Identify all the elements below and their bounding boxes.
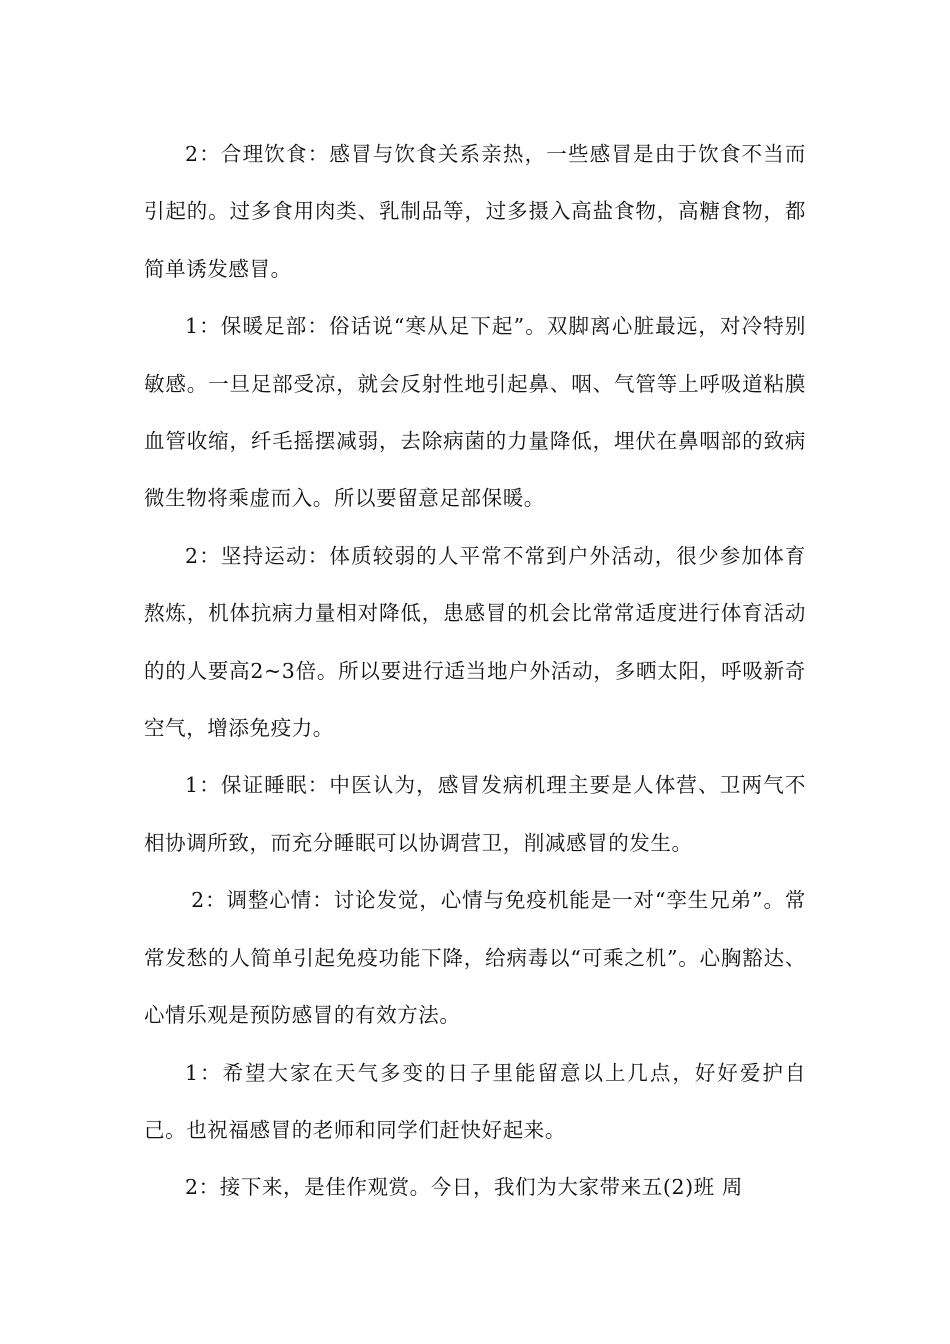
paragraph-exercise: 2：坚持运动：体质较弱的人平常不常到户外活动，很少参加体育熬炼，机体抗病力量相对降低，患感冒的机会比常常适度进行体育活动的的人要高2~3倍。所以要进行适当地户外活动，多晒太阳，呼吸新奇空气，增添免疫力。	[144, 543, 806, 741]
document-body	[144, 126, 806, 1217]
paragraph-next-section: 2：接下来，是佳作观赏。今日，我们为大家带来五(2)班 周	[185, 1175, 743, 1200]
paragraph-diet: 2：合理饮食：感冒与饮食关系亲热，一些感冒是由于饮食不当而引起的。过多食用肉类、乳制品等，过多摄入高盐食物，高糖食物，都简单诱发感冒。	[144, 142, 806, 281]
paragraph-mood: 2：调整心情：讨论发觉，心情与免疫机能是一对“孪生兄弟”。常常发愁的人简单引起免疫功能下降，给病毒以“可乘之机”。心胸豁达、心情乐观是预防感冒的有效方法。	[144, 888, 806, 1028]
paragraph-sleep: 1：保证睡眠：中医认为，感冒发病机理主要是人体营、卫两气不相协调所致，而充分睡眠可以协调营卫，削减感冒的发生。	[144, 773, 806, 855]
paragraph-keep-feet-warm: 1：保暖足部：俗话说“寒从足下起”。双脚离心脏最远，对冷特别敏感。一旦足部受凉，就会反射性地引起鼻、咽、气管等上呼吸道粘膜血管收缩，纤毛摇摆减弱，去除病菌的力量降低，埋伏在鼻咽部的致病微生物将乘虚而入。所以要留意足部保暖。	[144, 314, 806, 511]
paragraph-wishes: 1：希望大家在天气多变的日子里能留意以上几点，好好爱护自己。也祝福感冒的老师和同学们赶快好起来。	[144, 1060, 806, 1142]
